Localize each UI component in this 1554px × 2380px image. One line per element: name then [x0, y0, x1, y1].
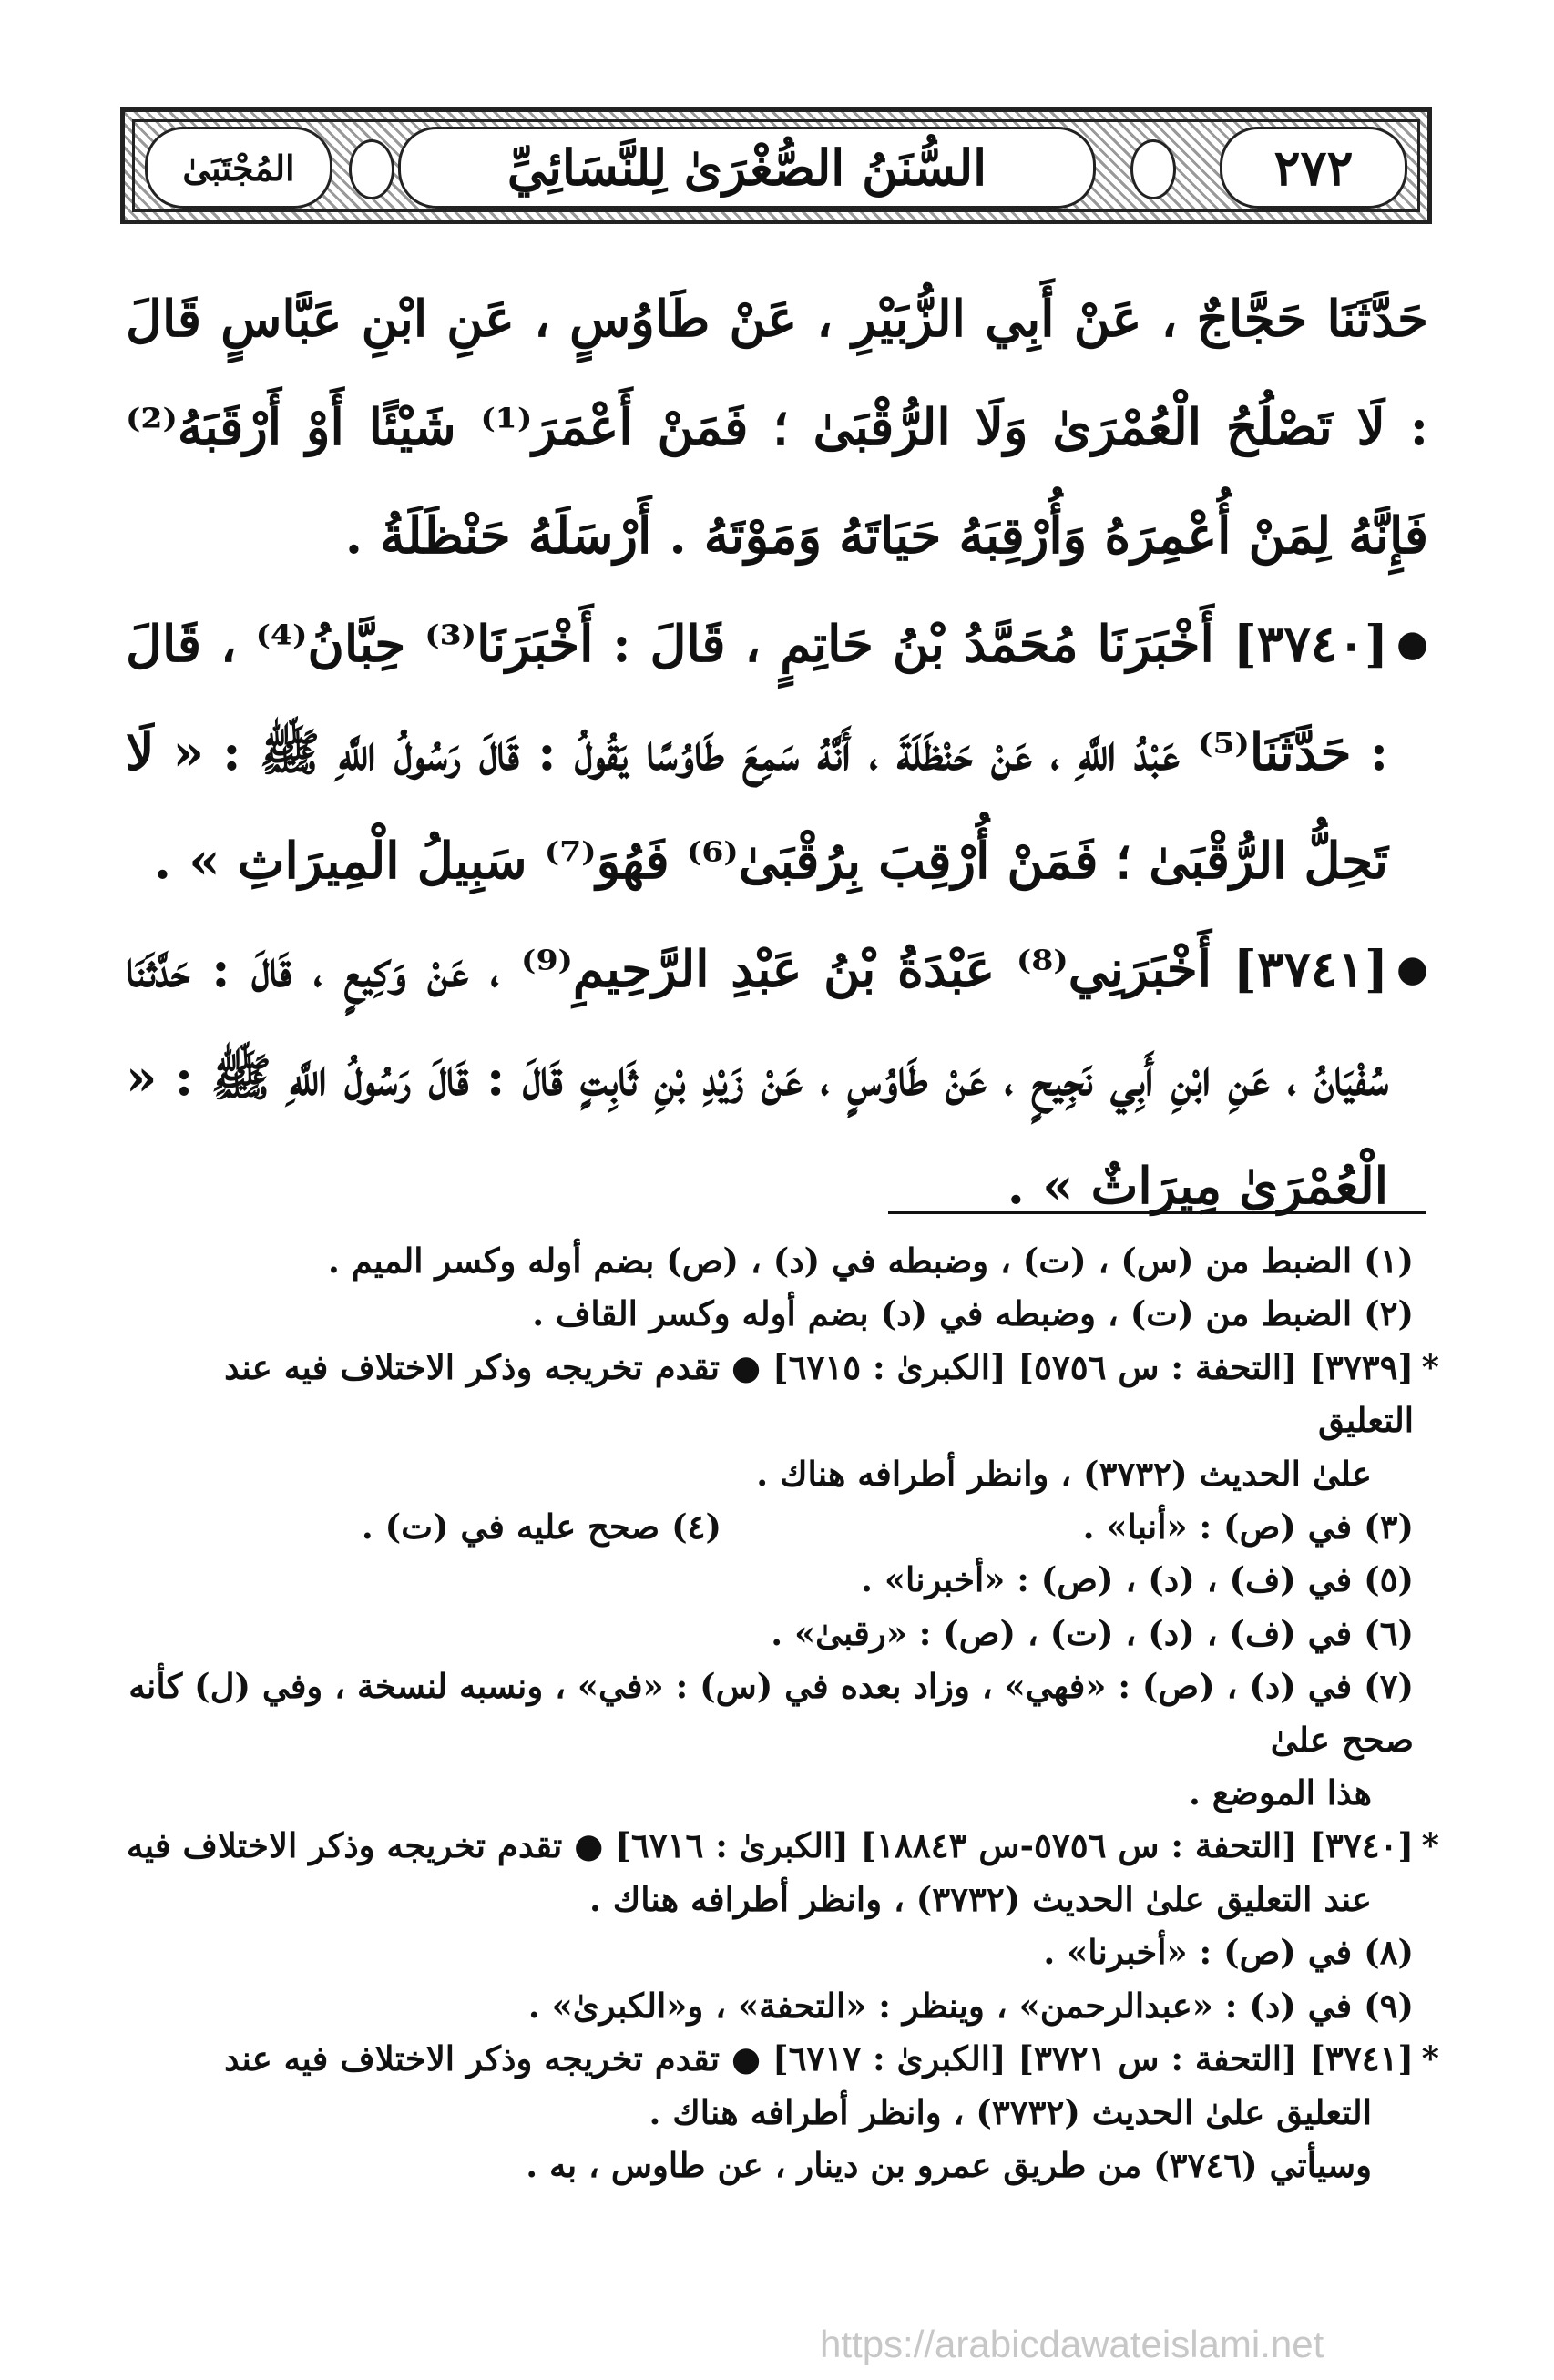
hadith-3741	[126, 914, 1428, 1240]
ornament-icon	[349, 139, 394, 199]
hadith-text: أَخْبَرَنِي⁽⁸⁾ عَبْدَةُ بْنُ عَبْدِ الرَّحِيمِ⁽⁹⁾ ، عَنْ وَكِيعٍ ، قَالَ : حَدَّثَنَا سُفْيَانُ ، عَنِ ابْنِ أَبِي نَجِيحٍ ، عَنْ طَاوُسٍ ، عَنْ زَيْدِ بْنِ ثَابِتٍ قَالَ : قَالَ رَسُولُ اللَّهِ ﷺ :	[126, 939, 1388, 1107]
footnote-7: (٧) في (د) ، (ص) : «فهي» ، وزاد بعده في (س) : «في» ، ونسبه لنسخة ، وفي (ل) كأنه صحح علىٰ	[128, 1666, 1414, 1760]
footnote-5: (٥) في (ف) ، (د) ، (ص) : «أخبرنا» .	[861, 1559, 1414, 1600]
takhrij-text: [٣٧٤١] [التحفة : س ٣٧٢١] [الكبرىٰ : ٦٧١٧] ● تقدم تخريجه وذكر الاختلاف فيه عند	[224, 2038, 1414, 2079]
takhrij-text: [٣٧٤٠] [التحفة : س ٥٧٥٦-س ١٨٨٤٣] [الكبرىٰ : ٦٧١٦] ● تقدم تخريجه وذكر الاختلاف فيه	[126, 1825, 1414, 1866]
takhrij-3739-cont: علىٰ الحديث (٣٧٣٢) ، وانظر أطرافه هناك .	[756, 1453, 1372, 1494]
takhrij-3741-cont2: وسيأتي (٣٧٤٦) من طريق عمرو بن دينار ، عن طاوس ، به .	[526, 2144, 1372, 2185]
page-number: ٢٧٢	[1220, 127, 1407, 209]
takhrij-text: [٣٧٣٩] [التحفة : س ٥٧٥٦] [الكبرىٰ : ٦٧١٥] ● تقدم تخريجه وذكر الاختلاف فيه عند التعليق	[224, 1346, 1414, 1441]
page-header	[120, 107, 1432, 224]
takhrij-3740	[118, 1819, 1439, 1872]
footnote-2: (٢) الضبط من (ت) ، وضبطه في (د) بضم أوله وكسر القاف .	[532, 1293, 1414, 1334]
hadith-number: [٣٧٤١]	[1232, 939, 1389, 998]
watermark-url: https://arabicdawateislami.net	[820, 2323, 1324, 2365]
ornament-icon	[1130, 139, 1176, 199]
footnote-3: (٣) في (ص) : «أنبا» .	[1082, 1507, 1414, 1548]
takhrij-3741	[118, 2032, 1439, 2085]
star-icon: *	[1421, 1346, 1439, 1387]
prophet-quote: « الْعُمْرَىٰ مِيرَاثٌ » .	[126, 1047, 1388, 1215]
bullet-icon: ●	[1396, 947, 1428, 990]
prophet-quote: « لَا تَحِلُّ الرُّقْبَىٰ ؛ فَمَنْ أُرْقِبَ بِرُقْبَىٰ⁽⁶⁾ فَهُوَ⁽⁷⁾ سَبِيلُ الْمِيرَاثِ » .	[126, 722, 1388, 890]
takhrij-3740-cont: عند التعليق علىٰ الحديث (٣٧٣٢) ، وانظر أطرافه هناك .	[588, 1878, 1372, 1919]
footnotes	[118, 1234, 1439, 2191]
hadith-3740	[126, 589, 1428, 914]
footnote-9: (٩) في (د) : «عبدالرحمن» ، وينظر : «التحفة» ، و«الكبرىٰ» .	[527, 1985, 1414, 2026]
footnote-6: (٦) في (ف) ، (د) ، (ت) ، (ص) : «رقبىٰ» .	[771, 1612, 1414, 1653]
paragraph-continuation: حَدَّثَنَا حَجَّاجٌ ، عَنْ أَبِي الزُّبَيْرِ ، عَنْ طَاوُسٍ ، عَنِ ابْنِ عَبَّاسٍ قَالَ : لَا تَصْلُحُ الْعُمْرَىٰ وَلَا الرُّقْبَىٰ ؛ فَمَنْ أَعْمَرَ⁽¹⁾ شَيْئًا أَوْ أَرْقَبَهُ⁽²⁾ فَإِنَّهُ لِمَنْ أُعْمِرَهُ وَأُرْقِبَهُ حَيَاتَهُ وَمَوْتَهُ . أَرْسَلَهُ حَنْظَلَةُ .	[126, 289, 1429, 565]
star-icon: *	[1421, 2038, 1439, 2079]
footnote-3-4	[118, 1500, 1439, 1553]
main-text	[126, 264, 1428, 1240]
takhrij-3741-cont: التعليق علىٰ الحديث (٣٧٣٢) ، وانظر أطرافه هناك .	[649, 2091, 1372, 2132]
hadith-number: [٣٧٤٠]	[1232, 614, 1388, 673]
book-title: السُّنَنُ الصُّغْرَىٰ لِلنَّسَائِيِّ	[398, 127, 1096, 209]
hadith-text: أَخْبَرَنَا مُحَمَّدُ بْنُ حَاتِمٍ ، قَالَ : أَخْبَرَنَا⁽³⁾ حِبَّانُ⁽⁴⁾ ، قَالَ : حَدَّثَنَا⁽⁵⁾ عَبْدُ اللَّهِ ، عَنْ حَنْظَلَةَ ، أَنَّهُ سَمِعَ طَاوُسًا يَقُولُ : قَالَ رَسُولُ اللَّهِ ﷺ :	[126, 614, 1389, 781]
takhrij-3739	[118, 1341, 1439, 1447]
footnote-4: (٤) صحح عليه في (ت) .	[361, 1507, 721, 1548]
footnote-divider	[888, 1211, 1426, 1214]
bullet-icon: ●	[1396, 622, 1428, 665]
section-title: المُجْتَبَىٰ	[145, 127, 332, 209]
footnote-7-cont: هذا الموضع .	[1188, 1772, 1372, 1813]
footnote-8: (٨) في (ص) : «أخبرنا» .	[1043, 1932, 1414, 1973]
star-icon: *	[1421, 1825, 1439, 1866]
footnote-1: (١) الضبط من (س) ، (ت) ، وضبطه في (د) ، (ص) بضم أوله وكسر الميم .	[328, 1241, 1414, 1281]
